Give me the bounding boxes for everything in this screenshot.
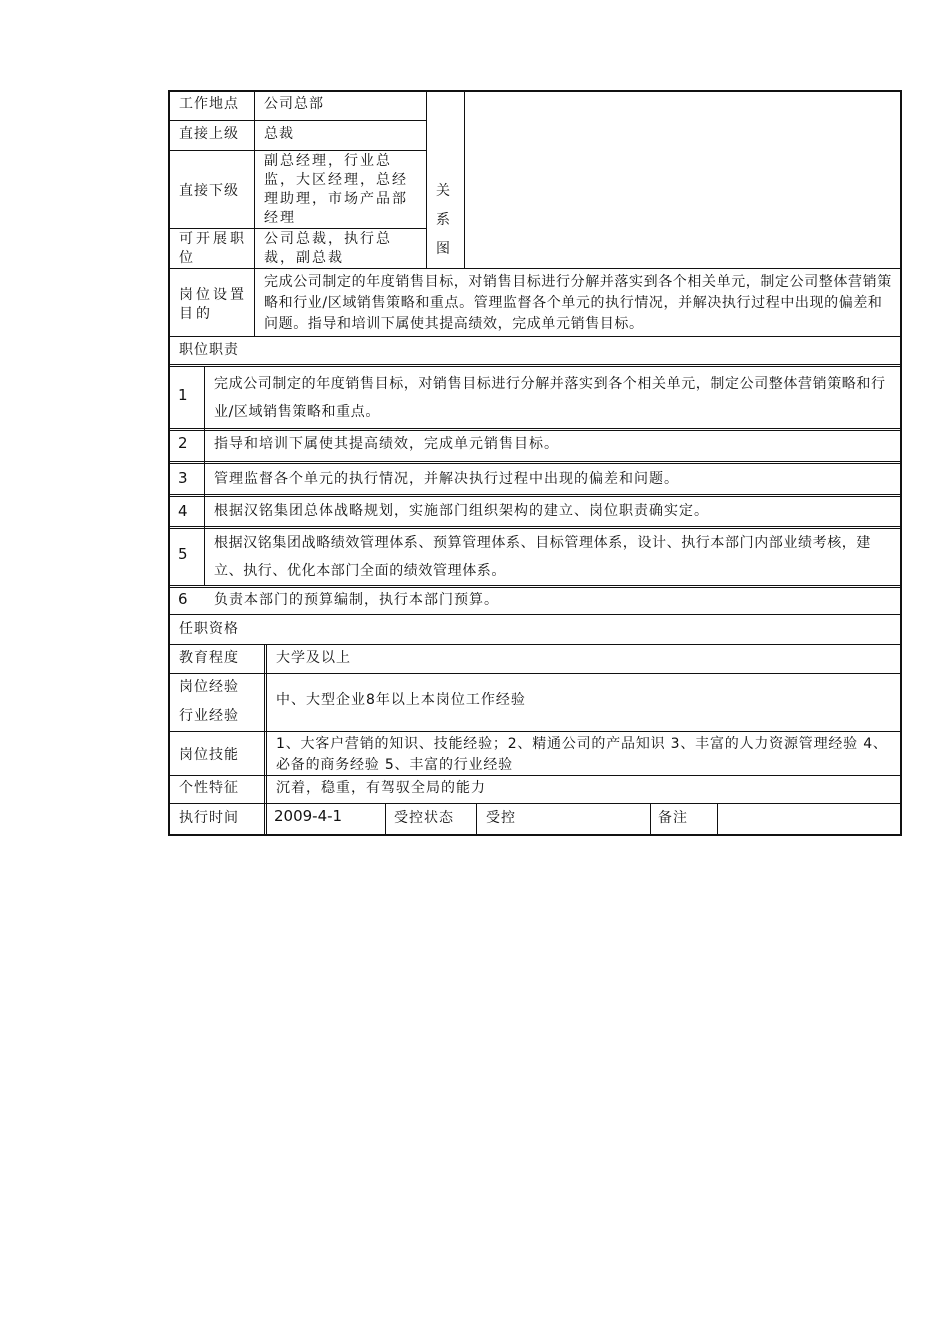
job-description-table: [168, 90, 902, 836]
duty-number: 5: [178, 545, 188, 563]
duty-text: 指导和培训下属使其提高绩效，完成单元销售目标。: [214, 436, 559, 452]
duty-text: 管理监督各个单元的执行情况，并解决执行过程中出现的偏差和问题。: [214, 471, 679, 487]
duty-text: 根据汉铭集团总体战略规划，实施部门组织架构的建立、岗位职责确实定。: [214, 503, 709, 519]
control-status-value: 受控: [486, 810, 516, 826]
relation-label-2: 系: [436, 212, 451, 228]
skills-value: 1、大客户营销的知识、技能经验；2、精通公司的产品知识 3、丰富的人力资源管理经验 4、必备的商务经验 5、丰富的行业经验: [276, 736, 888, 773]
subordinate-value: 副总经理，行业总监，大区经理，总经理助理，市场产品部经理: [264, 153, 408, 226]
duty-number: 1: [178, 386, 188, 404]
duty-number: 2: [178, 434, 188, 452]
qualifications-title: 任职资格: [179, 621, 239, 637]
duty-text: 完成公司制定的年度销售目标，对销售目标进行分解并落实到各个相关单元，制定公司整体营销策略和行业/区域销售策略和重点。: [214, 376, 886, 420]
experience-label: 岗位经验: [179, 679, 239, 695]
control-status-label: 受控状态: [394, 810, 454, 826]
duty-text: 负责本部门的预算编制，执行本部门预算。: [214, 592, 499, 608]
subordinate-label: 直接下级: [179, 183, 239, 199]
relation-label-3: 图: [436, 241, 451, 257]
location-label: 工作地点: [179, 96, 239, 112]
duty-number: 4: [178, 502, 188, 520]
education-value: 大学及以上: [276, 650, 351, 666]
duty-number: 6: [178, 590, 188, 608]
purpose-text: 完成公司制定的年度销售目标，对销售目标进行分解并落实到各个相关单元，制定公司整体营销策略和行业/区域销售策略和重点。管理监督各个单元的执行情况，并解决执行过程中出现的偏差和问题。指导和培训下属使其提高绩效，完成单元销售目标。: [264, 274, 892, 332]
exec-time-label: 执行时间: [179, 810, 239, 826]
personality-value: 沉着，稳重，有驾驭全局的能力: [276, 780, 486, 796]
personality-label: 个性特征: [179, 780, 239, 796]
education-label: 教育程度: [179, 650, 239, 666]
exec-time-value: 2009-4-1: [274, 807, 343, 825]
purpose-label: 岗位设置目的: [179, 287, 247, 322]
relation-label-1: 关: [436, 183, 451, 199]
superior-label: 直接上级: [179, 126, 239, 142]
relation-diagram-area: [467, 92, 898, 266]
skills-label: 岗位技能: [179, 747, 239, 763]
career-value: 公司总裁，执行总裁，副总裁: [264, 231, 392, 266]
duty-number: 3: [178, 469, 188, 487]
remark-label: 备注: [658, 810, 688, 826]
career-label: 可开展职位: [179, 231, 247, 266]
industry-experience-label: 行业经验: [179, 708, 239, 724]
location-value: 公司总部: [264, 96, 324, 112]
duty-text: 根据汉铭集团战略绩效管理体系、预算管理体系、目标管理体系，设计、执行本部门内部业绩考核，建立、执行、优化本部门全面的绩效管理体系。: [214, 535, 871, 579]
duties-title: 职位职责: [179, 342, 239, 358]
superior-value: 总裁: [264, 126, 294, 142]
experience-value: 中、大型企业8年以上本岗位工作经验: [276, 692, 526, 708]
